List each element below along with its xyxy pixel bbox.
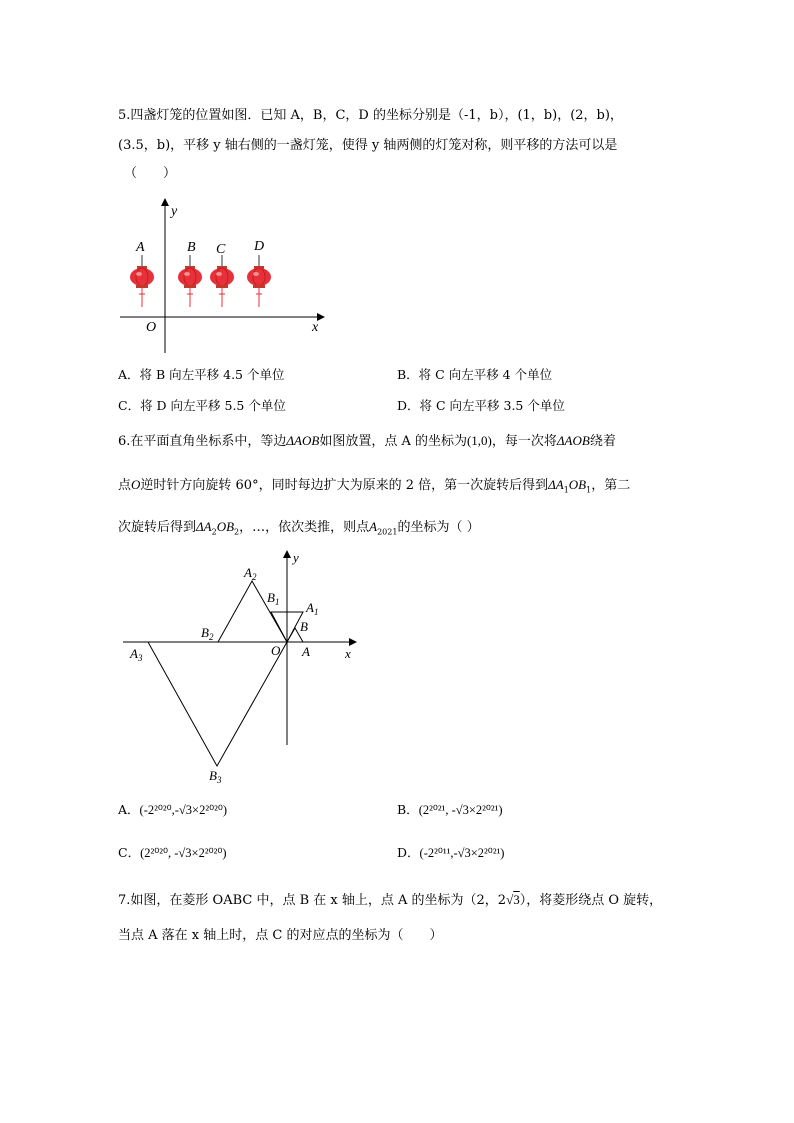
label-y: y <box>293 550 299 565</box>
triangle-a3ob3 <box>148 642 287 766</box>
label-o: O <box>271 643 281 658</box>
svg-text:C: C <box>216 242 226 257</box>
q5-line-2: (3.5，b)，平移 y 轴右侧的一盏灯笼，使得 y 轴两侧的灯笼对称，则平移的方法可以是 <box>118 138 618 153</box>
q5-option-a: A．将 B 向左平移 4.5 个单位 <box>118 367 285 382</box>
x-axis-label: x <box>312 320 319 335</box>
label-x: x <box>345 646 351 661</box>
q7-line-2: 当点 A 落在 x 轴上时，点 C 的对应点的坐标为（ ） <box>118 928 443 943</box>
label-a3: $A_3$ <box>130 646 143 663</box>
q6-rotation-figure <box>115 548 365 788</box>
q5-option-c: C．将 D 向左平移 5.5 个单位 <box>118 398 286 413</box>
label-a: A <box>302 644 310 659</box>
q5-option-d: D．将 C 向左平移 3.5 个单位 <box>397 398 565 413</box>
q6-line-1: 6.在平面直角坐标系中，等边ΔAOB如图放置，点 A 的坐标为(1,0)，每一次将ΔAOB绕着 <box>118 433 616 449</box>
lantern-a <box>130 240 154 307</box>
q6-option-b: B．(2²⁰²¹, -√3×2²⁰²¹) <box>397 802 503 817</box>
q6-line-2: 点O逆时针方向旋转 60°，同时每边扩大为原来的 2 倍，第一次旋转后得到$\Delta A_1OB_1$，第二 <box>118 477 631 495</box>
label-a1: $A_1$ <box>306 600 319 617</box>
q6-option-c: C．(2²⁰²⁰, -√3×2²⁰²⁰) <box>118 845 227 860</box>
svg-text:B: B <box>187 240 196 255</box>
q6-option-d: D．(-2²⁰¹¹,-√3×2²⁰²¹) <box>397 845 505 860</box>
q7-line-1: 7.如图，在菱形 OABC 中，点 B 在 x 轴上，点 A 的坐标为（2，2√3），将菱形绕点 O 旋转， <box>118 892 663 908</box>
q5-option-b: B．将 C 向左平移 4 个单位 <box>397 367 553 382</box>
lantern-d <box>247 239 271 307</box>
label-a2: $A_2$ <box>244 565 257 582</box>
q5-line-1: 5.四盏灯笼的位置如图．已知 A，B，C，D 的坐标分别是（-1，b），(1，b)，(2，b)， <box>118 108 623 123</box>
label-b2: $B_2$ <box>201 625 214 642</box>
label-b1: $B_1$ <box>267 590 280 607</box>
q5-line-3: （ ） <box>124 166 177 181</box>
q5-lantern-figure <box>115 195 330 355</box>
label-b3: $B_3$ <box>209 768 222 785</box>
svg-text:A: A <box>136 240 145 255</box>
origin-label: O <box>146 320 157 335</box>
label-b: B <box>300 619 308 634</box>
svg-text:D: D <box>254 239 265 254</box>
lantern-b <box>178 240 202 307</box>
q6-line-3: 次旋转后得到$\Delta A_2OB_2$，…，依次类推，则点$A_{2021}$的坐标为（ ） <box>118 519 480 537</box>
q6-option-a: A．(-2²⁰²⁰,-√3×2²⁰²⁰) <box>118 802 228 817</box>
y-axis-label: y <box>171 204 178 219</box>
lantern-c <box>210 242 234 307</box>
